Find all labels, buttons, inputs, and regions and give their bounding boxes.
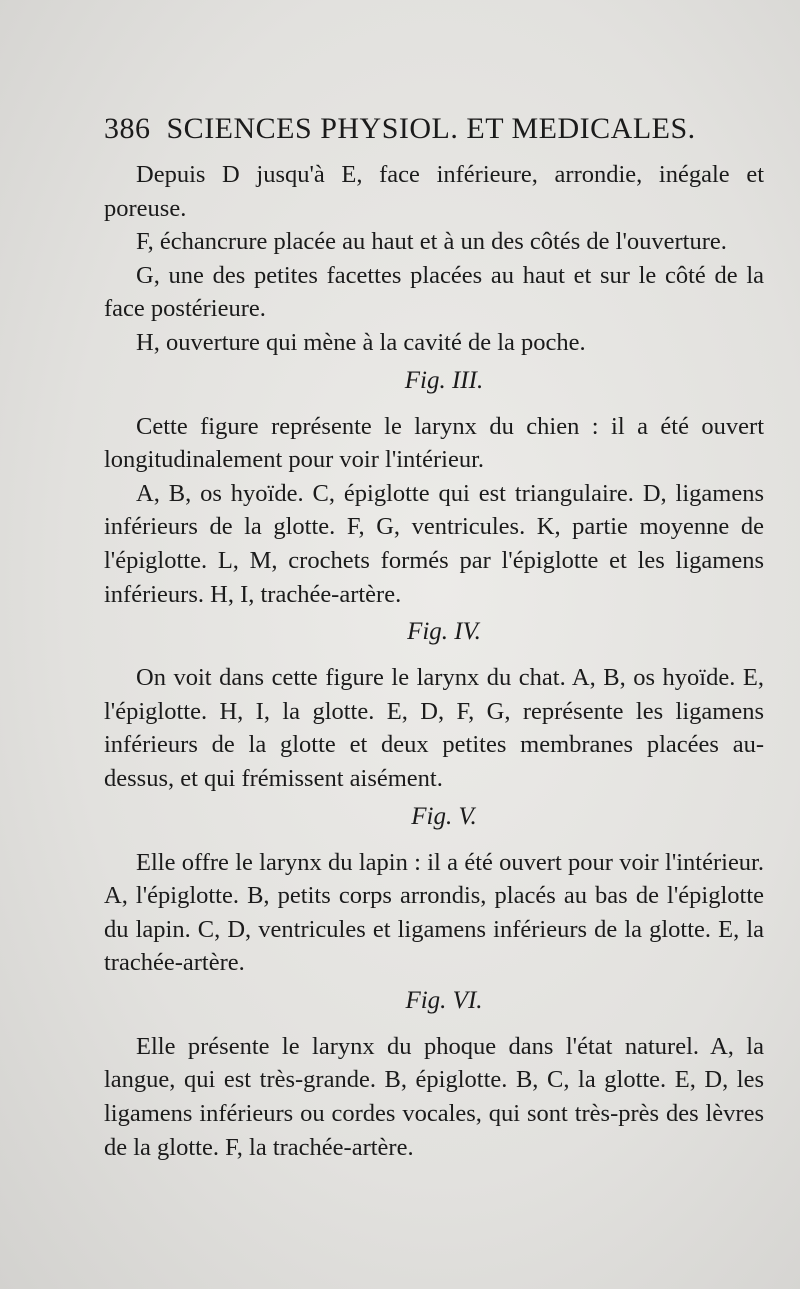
- paragraph-larynx-chien-intro: Cette figure représente le larynx du chien : il a été ouvert longitudinalement pour voir l'intérieur.: [104, 412, 764, 474]
- figure-heading-v: Fig. V.: [411, 802, 477, 830]
- paragraph-g-facettes: G, une des petites facettes placées au haut et sur le côté de la face postérieure.: [104, 261, 764, 323]
- paragraph-larynx-chien-legend: A, B, os hyoïde. C, épiglotte qui est triangulaire. D, ligamens inférieurs de la glotte. F, G, ventricules. K, partie moyenne de l'épiglotte. L, M, crochets formés par l'épiglotte et les ligamens inférieurs. H, I, trachée-artère.: [104, 479, 764, 608]
- paragraph-f-echancrure: F, échancrure placée au haut et à un des côtés de l'ouverture.: [136, 228, 727, 256]
- paragraph-depuis-d: Depuis D jusqu'à E, face inférieure, arrondie, inégale et poreuse.: [104, 161, 764, 222]
- page-number: 386: [104, 112, 151, 145]
- figure-heading-iii: Fig. III.: [404, 366, 484, 394]
- paragraph-larynx-chat: On voit dans cette figure le larynx du chat. A, B, os hyoïde. E, l'épiglotte. H, I, la glotte. E, D, F, G, représente les ligamens inférieurs de la glotte et deux petites membranes placées au-dessus, et qui frémissent aisément.: [104, 664, 764, 792]
- running-title: SCIENCES PHYSIOL. ET MEDICALES.: [166, 112, 696, 145]
- figure-heading-vi: Fig. VI.: [405, 986, 483, 1014]
- page-header: [104, 112, 724, 146]
- figure-heading-iv: Fig. IV.: [407, 618, 481, 646]
- paragraph-larynx-phoque: Elle présente le larynx du phoque dans l'état naturel. A, la langue, qui est très-grande. B, épiglotte. B, C, la glotte. E, D, les ligamens inférieurs ou cordes vocales, qui sont très-près des lèvres de la glotte. F, la trachée-artère.: [104, 1032, 764, 1161]
- paragraph-larynx-lapin: Elle offre le larynx du lapin : il a été ouvert pour voir l'intérieur. A, l'épiglotte. B, petits corps arrondis, placés au bas de l'épiglotte du lapin. C, D, ventricules et ligamens inférieurs de la glotte. E, la trachée-artère.: [104, 848, 764, 977]
- paragraph-h-ouverture: H, ouverture qui mène à la cavité de la poche.: [136, 328, 586, 356]
- page-body: [104, 158, 764, 1164]
